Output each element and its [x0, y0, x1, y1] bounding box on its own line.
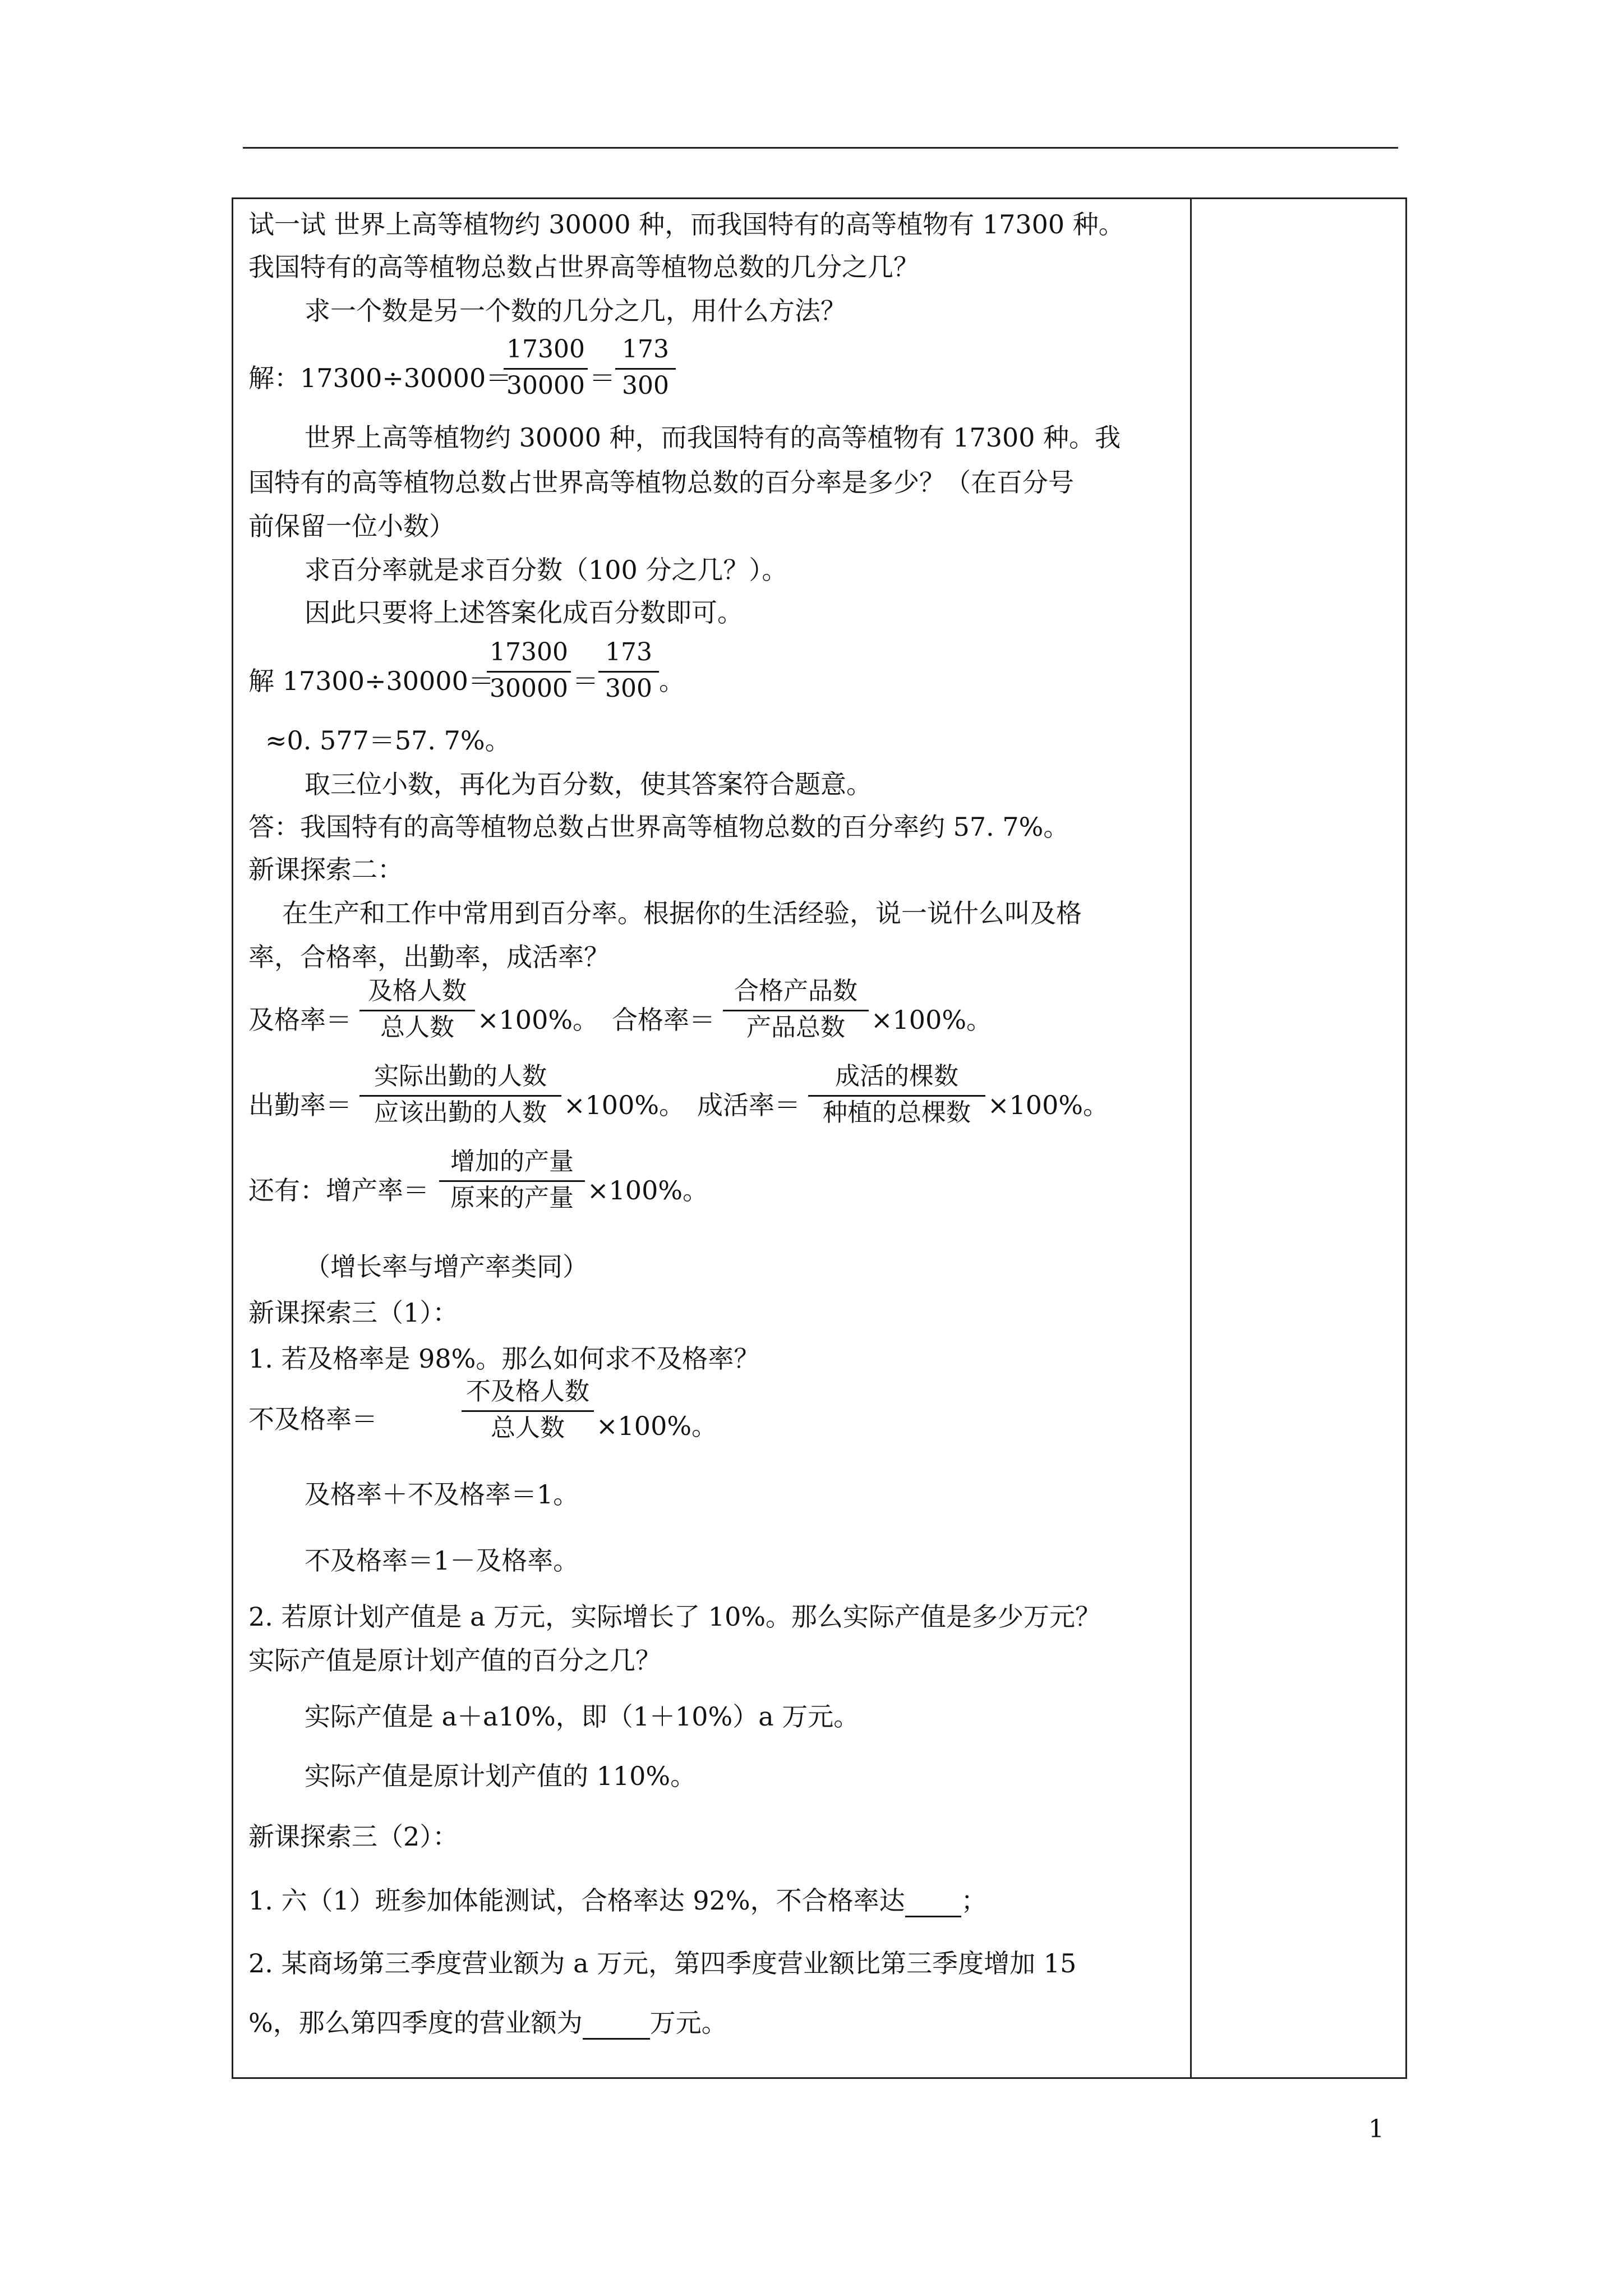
percent-note-1: 求百分率就是求百分数（100 分之几？）。 [305, 555, 788, 585]
section-3-1-title: 新课探索三（1）： [248, 1297, 459, 1328]
fraction-17300-30000: $\frac{17300}{30000}$ [504, 333, 588, 404]
pass-rate-formulas: 及格率＝ 及格人数 总人数 ×100%。 合格率＝ 合格产品数 产品总数 ×100%。 [248, 975, 1090, 1065]
relation-1: 及格率＋不及格率＝1。 [305, 1479, 579, 1510]
solution-2 [248, 636, 809, 726]
answer-2-line-2: 实际产值是原计划产值的 110%。 [305, 1761, 697, 1791]
solution-2-prefix: 解 17300÷30000＝ [248, 666, 494, 696]
percent-question-line-3: 前保留一位小数） [248, 511, 455, 541]
solution-1-prefix: 解：17300÷30000＝ [248, 363, 512, 393]
pass-rate-fraction: 及格人数 总人数 [359, 975, 475, 1046]
percent-note-2: 因此只要将上述答案化成百分数即可。 [305, 597, 743, 628]
approx-result: ≈0. 577＝57. 7%。 [265, 725, 511, 756]
qualified-rate-fraction: 合格产品数 产品总数 [723, 975, 869, 1046]
increase-rate-formula: 还有：增产率＝ 增加的产量 原来的产量 ×100%。 [248, 1145, 921, 1235]
try-line-2: 我国特有的高等植物总数占世界高等植物总数的几分之几？ [248, 252, 919, 282]
question-2-line-2: 实际产值是原计划产值的百分之几？ [248, 1645, 661, 1676]
fraction-173-300: $\frac{173}{300}$ [598, 636, 659, 707]
answer-line: 答：我国特有的高等植物总数占世界高等植物总数的百分率约 57. 7%。 [248, 812, 1069, 842]
section-3-2-title: 新课探索三（2）： [248, 1821, 459, 1852]
answer-2-line-1: 实际产值是 a＋a10%，即（1＋10%）a 万元。 [305, 1701, 860, 1732]
method-question: 求一个数是另一个数的几分之几，用什么方法？ [305, 296, 846, 326]
equals-sign: ＝ [573, 666, 598, 696]
section-2-intro-1: 在生产和工作中常用到百分率。根据你的生活经验，说一说什么叫及格 [282, 898, 1082, 928]
percent-question-line-1: 世界上高等植物约 30000 种，而我国特有的高等植物有 17300 种。我 [305, 422, 1121, 453]
exercise-2-line-1: 2. 某商场第三季度营业额为 a 万元，第四季度营业额比第三季度增加 15 [248, 1948, 1077, 1978]
page-number: 1 [1368, 2115, 1384, 2143]
fail-rate-formula: 不及格率＝ 不及格人数 总人数 ×100%。 [248, 1375, 809, 1465]
survival-rate-fraction: 成活的棵数 种植的总棵数 [808, 1060, 985, 1131]
take-three-decimals: 取三位小数，再化为百分数，使其答案符合题意。 [305, 769, 872, 799]
exercise-1: 1. 六（1）班参加体能测试，合格率达 92%，不合格率达 ； [248, 1884, 987, 1917]
fraction-17300-30000: $\frac{17300}{30000}$ [487, 636, 571, 707]
answer-blank-2[interactable] [583, 2012, 650, 2040]
question-2-line-1: 2. 若原计划产值是 a 万元，实际增长了 10%。那么实际产值是多少万元？ [248, 1602, 1101, 1632]
section-2-title: 新课探索二： [248, 854, 403, 885]
question-1: 1. 若及格率是 98%。那么如何求不及格率？ [248, 1343, 760, 1374]
relation-2: 不及格率＝1－及格率。 [305, 1545, 579, 1576]
header-rule [243, 147, 1398, 149]
fail-rate-fraction: 不及格人数 总人数 [462, 1375, 594, 1447]
equals-sign: ＝ [589, 363, 615, 393]
fraction-173-300: $\frac{173}{300}$ [615, 333, 676, 404]
solution-2-suffix: 。 [659, 666, 685, 696]
try-line-1: 试一试 世界上高等植物约 30000 种，而我国特有的高等植物有 17300 种。 [248, 209, 1124, 240]
increase-rate-fraction: 增加的产量 原来的产量 [439, 1145, 585, 1217]
attendance-rate-fraction: 实际出勤的人数 应该出勤的人数 [359, 1060, 561, 1131]
percent-question-line-2: 国特有的高等植物总数占世界高等植物总数的百分率是多少？（在百分号 [248, 467, 1074, 498]
table-column-divider [1190, 197, 1192, 2079]
section-2-intro-2: 率，合格率，出勤率，成活率？ [248, 942, 610, 972]
answer-blank-1[interactable] [905, 1890, 961, 1917]
growth-rate-note: （增长率与增产率类同） [305, 1251, 588, 1282]
attendance-formulas: 出勤率＝ 实际出勤的人数 应该出勤的人数 ×100%。 成活率＝ 成活的棵数 种植的总棵数 ×100%。 [248, 1060, 1146, 1150]
exercise-2-line-2: %，那么第四季度的营业额为 万元。 [248, 2006, 727, 2040]
solution-1 [248, 333, 809, 423]
